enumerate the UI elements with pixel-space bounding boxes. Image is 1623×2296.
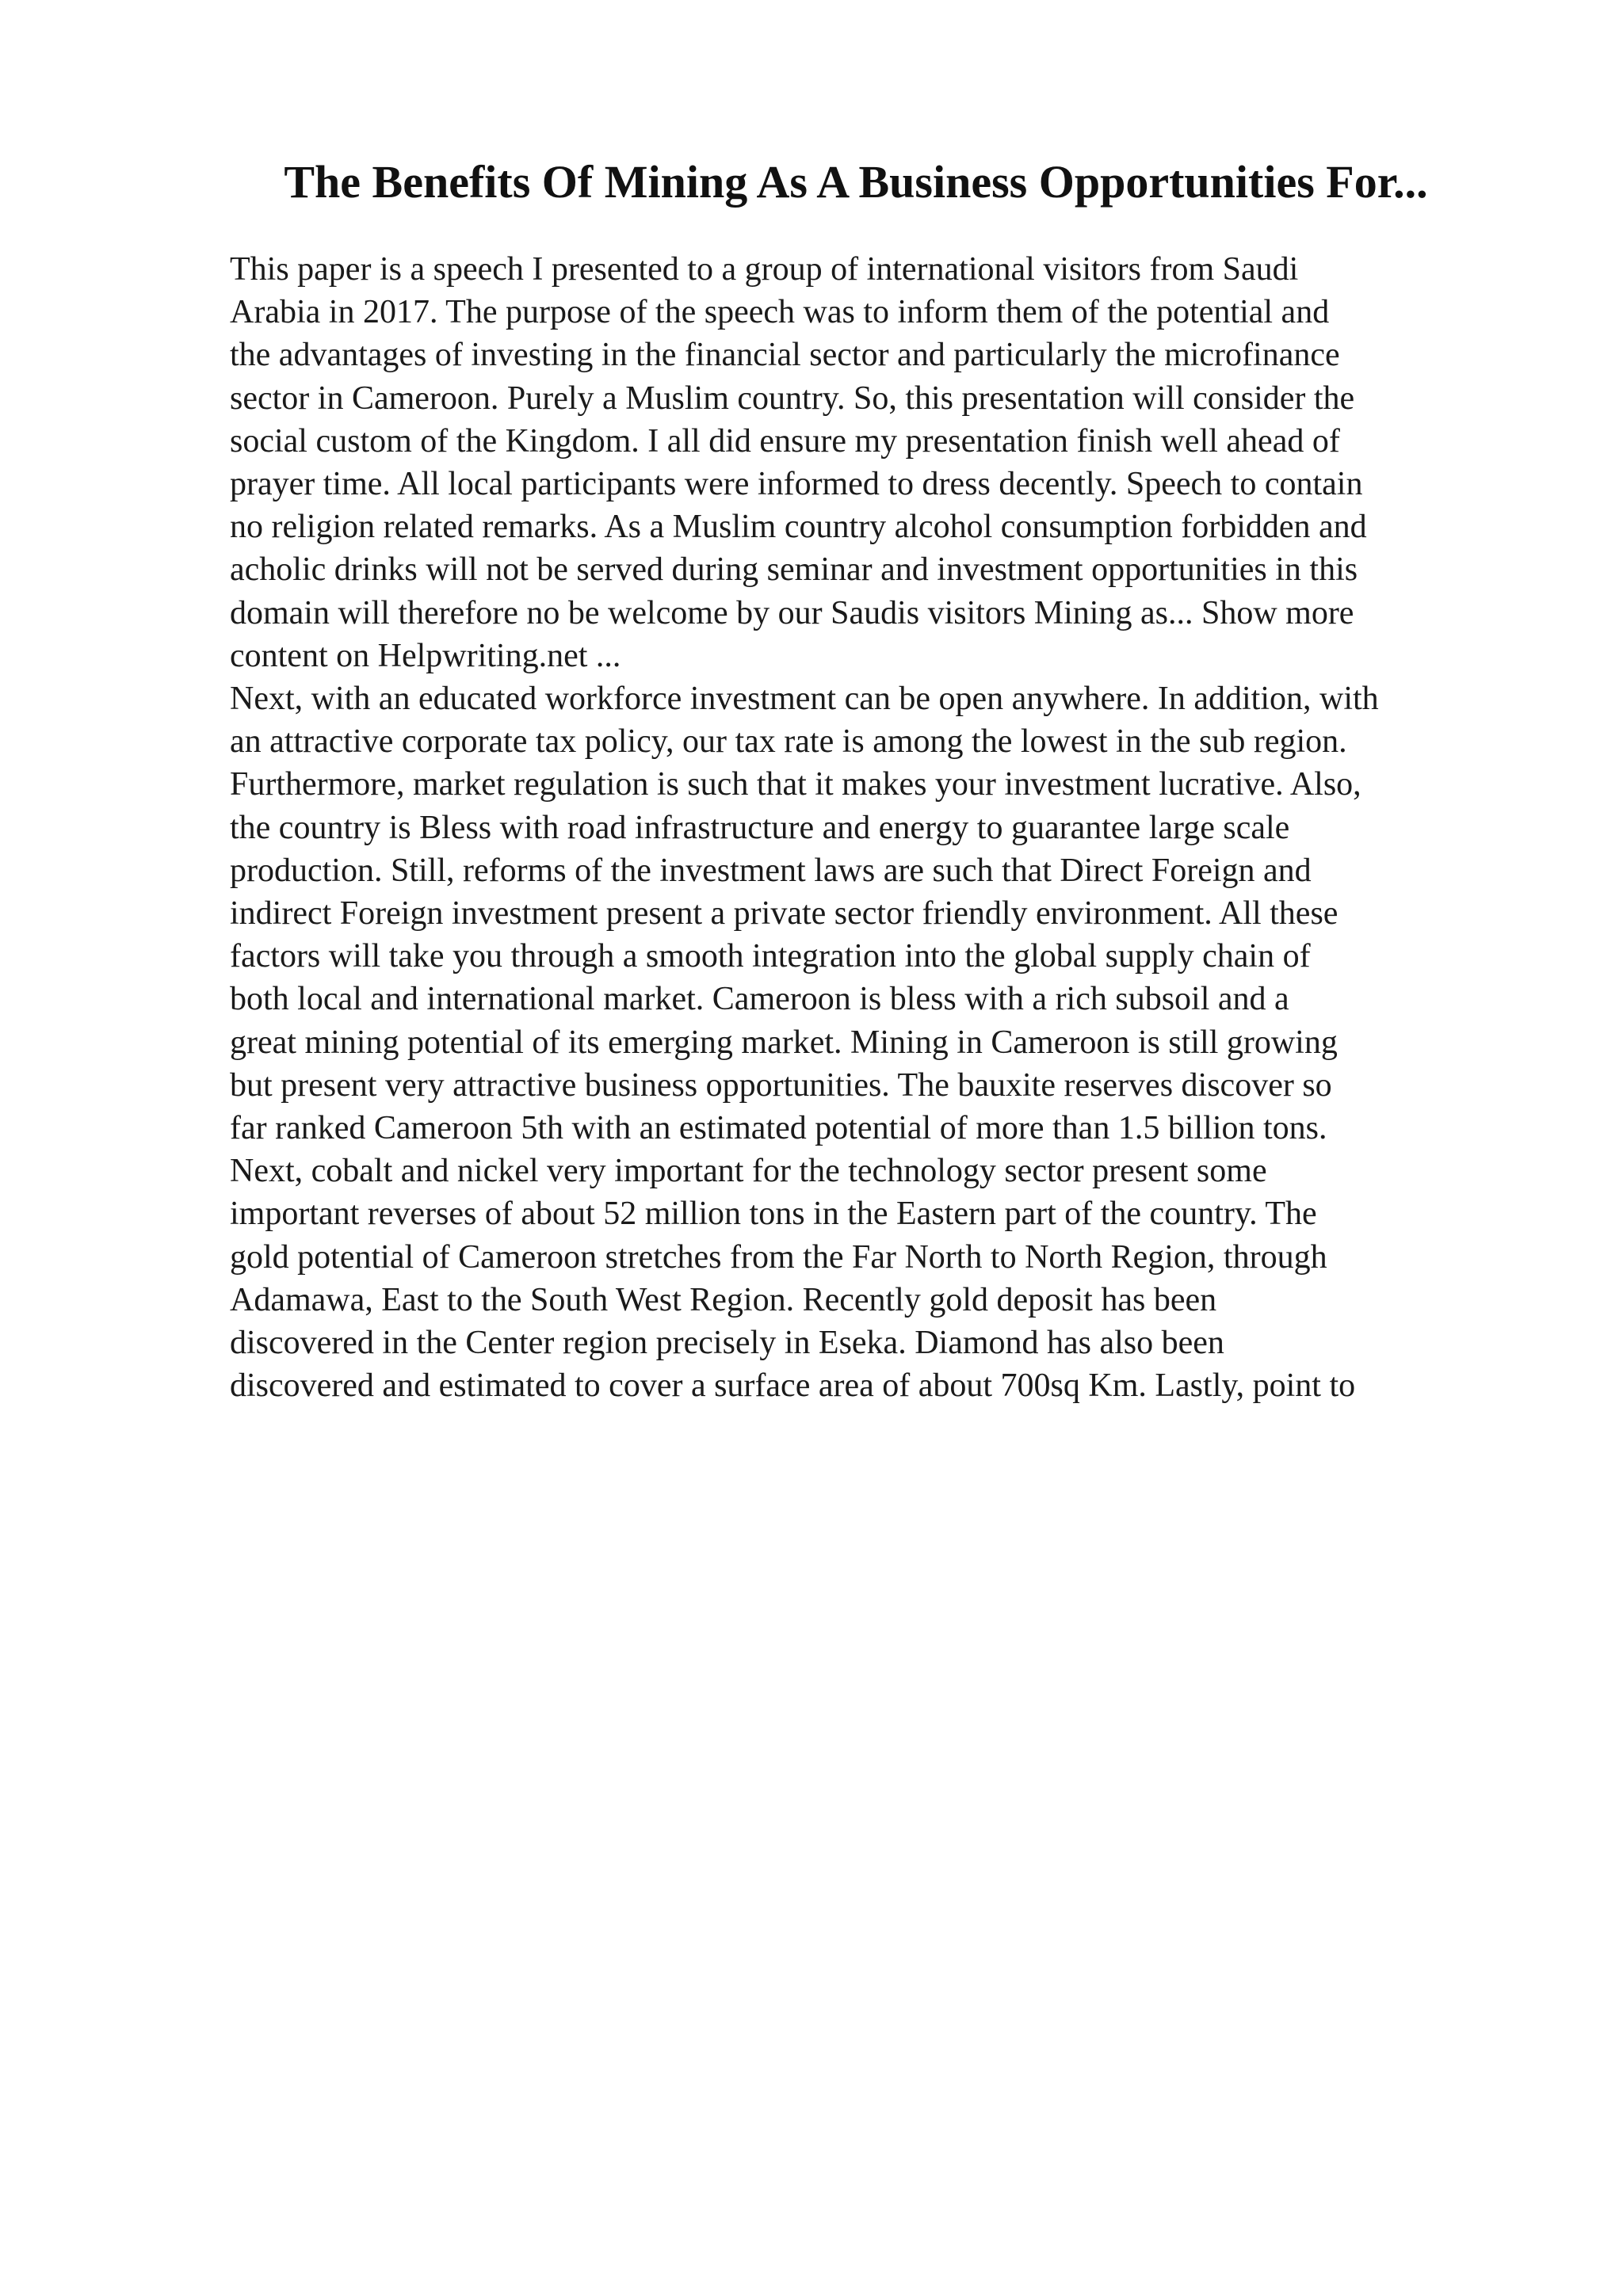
paragraph-2: [230, 677, 1514, 1407]
text-line: the country is Bless with road infrastructure and energy to guarantee large scale: [230, 809, 1290, 846]
text-line: Next, with an educated workforce investment can be open anywhere. In addition, with: [230, 681, 1379, 718]
text-line: great mining potential of its emerging market. Mining in Cameroon is still growing: [230, 1024, 1338, 1061]
text-line: acholic drinks will not be served during seminar and investment opportunities in this: [230, 551, 1358, 589]
text-line: both local and international market. Cameroon is bless with a rich subsoil and a: [230, 981, 1289, 1018]
text-line: Arabia in 2017. The purpose of the speech was to inform them of the potential and: [230, 294, 1330, 331]
text-line: important reverses of about 52 million tons in the Eastern part of the country. The: [230, 1196, 1317, 1233]
text-line: discovered and estimated to cover a surface area of about 700sq Km. Lastly, point to: [230, 1367, 1356, 1405]
document-title: The Benefits Of Mining As A Business Opportunities For...: [284, 156, 1428, 208]
text-line: content on Helpwriting.net ...: [230, 637, 621, 674]
text-line: discovered in the Center region precisely in Eseka. Diamond has also been: [230, 1325, 1224, 1362]
text-line: indirect Foreign investment present a private sector friendly environment. All these: [230, 895, 1338, 933]
text-line: Next, cobalt and nickel very important for the technology sector present some: [230, 1153, 1267, 1190]
text-line: Furthermore, market regulation is such that it makes your investment lucrative. Also,: [230, 766, 1361, 803]
text-line: factors will take you through a smooth integration into the global supply chain of: [230, 938, 1311, 975]
text-line: domain will therefore no be welcome by our Saudis visitors Mining as... Show more: [230, 594, 1354, 631]
text-line: This paper is a speech I presented to a group of international visitors from Saudi: [230, 251, 1299, 288]
paragraph-1: [230, 248, 1514, 677]
text-line: the advantages of investing in the financial sector and particularly the microfinance: [230, 337, 1340, 374]
text-line: far ranked Cameroon 5th with an estimated potential of more than 1.5 billion tons.: [230, 1110, 1327, 1147]
text-line: but present very attractive business opportunities. The bauxite reserves discover so: [230, 1066, 1332, 1104]
text-line: social custom of the Kingdom. I all did ensure my presentation finish well ahead of: [230, 422, 1340, 460]
document-body: [230, 248, 1514, 1407]
text-line: sector in Cameroon. Purely a Muslim country. So, this presentation will consider the: [230, 379, 1355, 417]
text-line: an attractive corporate tax policy, our tax rate is among the lowest in the sub region.: [230, 723, 1347, 761]
text-line: gold potential of Cameroon stretches from the Far North to North Region, through: [230, 1238, 1327, 1276]
text-line: no religion related remarks. As a Muslim country alcohol consumption forbidden and: [230, 509, 1367, 546]
text-line: Adamawa, East to the South West Region. Recently gold deposit has been: [230, 1281, 1217, 1318]
text-line: prayer time. All local participants were informed to dress decently. Speech to contain: [230, 466, 1363, 503]
text-line: production. Still, reforms of the investment laws are such that Direct Foreign and: [230, 852, 1312, 889]
